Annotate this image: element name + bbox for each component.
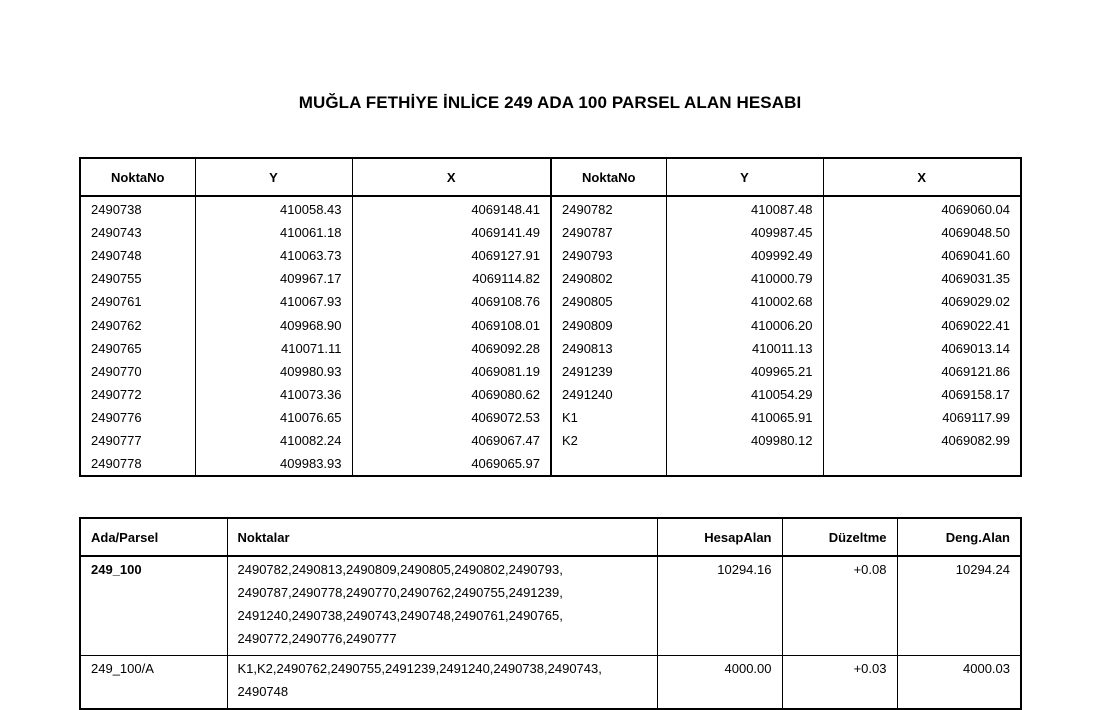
point-list-line: 2490782,2490813,2490809,2490805,2490802,2490793, [237,562,563,577]
nokta-no-2: 2490802 [551,267,666,290]
x-value-2: 4069013.14 [941,340,1010,356]
y-value: 410073.36 [195,383,352,406]
hesap-alan-value: 4000.00 [657,656,782,710]
y-value: 410076.65 [195,406,352,429]
y-value-2: 409980.12 [666,429,823,452]
parcel-id: 249_100 [80,556,227,656]
point-list-line: 2490787,2490778,2490770,2490762,2490755,2491239, [237,585,563,600]
nokta-no: 2490738 [80,196,195,221]
table-row [80,244,1021,267]
area-header-row [80,518,1021,556]
nokta-no-2: 2490809 [551,313,666,336]
x-value-2: 4069022.41 [941,317,1010,333]
table-row [80,267,1021,290]
y-value-2: 410087.48 [666,196,823,221]
nokta-no: 2490778 [80,452,195,476]
area-table-body [80,556,1021,709]
nokta-no-2: 2490813 [551,337,666,360]
table-row [80,290,1021,313]
coordinates-table-body [80,196,1021,476]
y-value: 409980.93 [195,360,352,383]
point-list [227,556,657,656]
y-value-2: 410011.13 [666,337,823,360]
area-table [79,517,1022,710]
y-value: 409983.93 [195,452,352,476]
table-row [80,656,1021,710]
nokta-no: 2490761 [80,290,195,313]
header-ada-parsel: Ada/Parsel [80,518,227,556]
x-value: 4069067.47 [352,429,551,452]
parcel-id: 249_100/A [80,656,227,710]
x-value-2: 4069121.86 [941,363,1010,379]
x-value: 4069081.19 [352,360,551,383]
header-noktano-2: NoktaNo [551,158,666,196]
y-value-2: 410054.29 [666,383,823,406]
point-list-line: 2491240,2490738,2490743,2490748,2490761,2490765, [237,608,563,623]
deng-alan-value: 4000.03 [897,656,1021,710]
nokta-no-2: K2 [551,429,666,452]
x-value-2: 4069048.50 [941,225,1010,241]
x-value-2: 4069031.35 [941,271,1010,287]
nokta-no: 2490765 [80,337,195,360]
nokta-no-2: 2490782 [551,196,666,221]
nokta-no: 2490772 [80,383,195,406]
x-value-2 [823,452,1021,476]
point-list-line: 2490748 [237,684,289,699]
point-list [227,656,657,710]
nokta-no-2: K1 [551,406,666,429]
table-row [80,452,1021,476]
table-row [80,429,1021,452]
x-value-2: 4069029.02 [941,294,1010,310]
y-value: 410063.73 [195,244,352,267]
y-value-2: 410065.91 [666,406,823,429]
x-value: 4069072.53 [352,406,551,429]
coordinates-table [79,157,1022,477]
x-value: 4069141.49 [352,221,551,244]
header-noktalar: Noktalar [227,518,657,556]
nokta-no: 2490776 [80,406,195,429]
x-value: 4069108.76 [352,290,551,313]
point-list-line: K1,K2,2490762,2490755,2491239,2491240,2490738,2490743, [237,661,602,676]
y-value: 409968.90 [195,313,352,336]
nokta-no: 2490743 [80,221,195,244]
nokta-no-2: 2490805 [551,290,666,313]
table-row [80,337,1021,360]
x-value: 4069148.41 [352,196,551,221]
nokta-no: 2490762 [80,313,195,336]
header-x-2: X [823,158,1021,196]
table-row [80,313,1021,336]
nokta-no-2 [551,452,666,476]
y-value: 410082.24 [195,429,352,452]
duzeltme-value: +0.08 [782,556,897,656]
header-hesap-alan: HesapAlan [657,518,782,556]
x-value: 4069127.91 [352,244,551,267]
x-value-2: 4069082.99 [941,432,1010,448]
y-value-2: 409965.21 [666,360,823,383]
table-row [80,556,1021,656]
header-deng-alan: Deng.Alan [897,518,1021,556]
table-row [80,406,1021,429]
nokta-no-2: 2491240 [551,383,666,406]
y-value: 410061.18 [195,221,352,244]
header-y: Y [195,158,352,196]
y-value-2: 409987.45 [666,221,823,244]
nokta-no: 2490755 [80,267,195,290]
x-value: 4069114.82 [352,267,551,290]
nokta-no: 2490748 [80,244,195,267]
table-row [80,221,1021,244]
x-value-2: 4069060.04 [941,202,1010,218]
x-value: 4069108.01 [352,313,551,336]
y-value-2: 409992.49 [666,244,823,267]
nokta-no-2: 2490793 [551,244,666,267]
hesap-alan-value: 10294.16 [657,556,782,656]
y-value: 410058.43 [195,196,352,221]
y-value: 409967.17 [195,267,352,290]
y-value-2 [666,452,823,476]
header-x: X [352,158,551,196]
header-duzeltme: Düzeltme [782,518,897,556]
x-value-2: 4069117.99 [942,409,1010,425]
y-value-2: 410006.20 [666,313,823,336]
y-value-2: 410000.79 [666,267,823,290]
header-noktano: NoktaNo [80,158,195,196]
x-value-2: 4069041.60 [941,248,1010,264]
y-value: 410067.93 [195,290,352,313]
table-row [80,360,1021,383]
coordinates-header-row [80,158,1021,196]
nokta-no-2: 2491239 [551,360,666,383]
duzeltme-value: +0.03 [782,656,897,710]
table-row [80,196,1021,221]
y-value-2: 410002.68 [666,290,823,313]
x-value: 4069092.28 [352,337,551,360]
x-value: 4069080.62 [352,383,551,406]
nokta-no: 2490770 [80,360,195,383]
y-value: 410071.11 [195,337,352,360]
point-list-line: 2490772,2490776,2490777 [237,631,397,646]
header-y-2: Y [666,158,823,196]
x-value: 4069065.97 [352,452,551,476]
page-title: MUĞLA FETHİYE İNLİCE 249 ADA 100 PARSEL ALAN HESABI [298,93,802,112]
nokta-no-2: 2490787 [551,221,666,244]
x-value-2: 4069158.17 [941,386,1010,402]
table-row [80,383,1021,406]
deng-alan-value: 10294.24 [897,556,1021,656]
nokta-no: 2490777 [80,429,195,452]
